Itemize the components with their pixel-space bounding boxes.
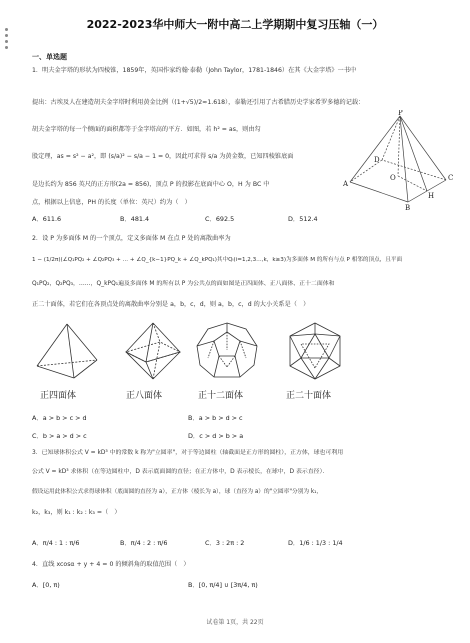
dodecahedron-figure — [194, 322, 260, 380]
q4-line-1: 4．直线 xcosα + y + 4 = 0 的倾斜角的取值范围（ ） — [32, 561, 190, 568]
label-h: H — [428, 192, 435, 200]
q2-line-2: 1 − (1/2π)(∠Q₁PQ₂ + ∠Q₂PQ₃ + … + ∠Q_{k−1}PQ_k + ∠Q_kPQ₁)其中Qᵢ(i=1,2,3…,k，k≥3)为多面体 M 的所有与点 P 相邻的顶点，且平面 — [32, 257, 403, 263]
q3-option-c[interactable]: C．3 : 2π : 2 — [205, 539, 245, 547]
q1-option-b[interactable]: B．481.4 — [120, 215, 150, 223]
slant-ph — [400, 116, 427, 191]
page-footer: 试卷第 1页，共 22页 — [206, 619, 264, 626]
q3-option-a[interactable]: A．π/4 : 1 : π/6 — [32, 539, 80, 547]
q1-option-a[interactable]: A．611.6 — [32, 215, 62, 223]
q1-line-3: 胡夫金字塔的每一个侧面的面积都等于金字塔高的平方．如图，若 h² = as，则由勾 — [32, 126, 261, 133]
figure-label-octahedron: 正八面体 — [126, 391, 163, 401]
label-a: A — [343, 180, 349, 188]
label-o: O — [390, 174, 396, 182]
q3-line-1: 3．已知球体积公式 V = kD³ 中的常数 k 称为"立圆率"，对于等边圆柱（轴截面是正方形的圆柱），正方体，球也可利用 — [32, 450, 344, 456]
q4-option-b[interactable]: B．[0, π/4] ∪ [3π/4, π) — [188, 581, 258, 589]
q1-line-2: 提出：古埃及人在建造胡夫金字塔时利用黄金比例（(1+√5)/2≈1.618），泰勒还引用了古希腊历史学家希罗多德的记载： — [32, 99, 365, 106]
q4-option-a[interactable]: A．[0, π) — [32, 581, 60, 589]
section-heading: 一、单选题 — [32, 53, 67, 61]
q2-option-b[interactable]: B．a > b > d > c — [188, 414, 243, 422]
height-po — [398, 116, 400, 176]
q1-line-4: 股定理，as = s² − a²，即 (s/a)² − s/a − 1 = 0，因此可求得 s/a 为黄金数，已知四棱锥底面 — [32, 153, 294, 160]
edge-pb — [400, 116, 408, 202]
label-p: P — [398, 110, 403, 117]
q2-option-a[interactable]: A．a > b > c > d — [32, 414, 87, 422]
q1-line-5: 是边长约为 856 英尺的正方形(2a = 856)，顶点 P 的投影在底面中心 O，H 为 BC 中 — [32, 181, 270, 188]
q2-option-d[interactable]: D．c > d > b > a — [188, 432, 244, 440]
q1-option-c[interactable]: C．692.5 — [205, 215, 235, 223]
figure-label-dodecahedron: 正十二面体 — [198, 391, 244, 401]
figure-label-tetrahedron: 正四面体 — [40, 391, 77, 401]
q2-option-c[interactable]: C．b > a > d > c — [32, 432, 87, 440]
label-d: D — [374, 156, 380, 164]
q1-line-1: 1．明夫金字塔的形状为四棱锥，1859年，英国作家约翰·泰勒（John Taylor，1781-1846）在其《大金字塔》一书中 — [32, 67, 357, 74]
q3-line-4: k₂，k₃，则 k₁ : k₂ : k₃ =（ ） — [32, 509, 121, 516]
page-title: 2022-2023华中师大一附中高二上学期期中复习压轴（一） — [86, 18, 384, 31]
q1-option-d[interactable]: D．512.4 — [288, 215, 318, 223]
edge-ab — [350, 182, 408, 202]
pyramid-figure — [338, 110, 456, 210]
octahedron-figure — [120, 322, 186, 380]
q2-line-4: 正二十面体，若它们在各顶点处的离散曲率分别是 a，b，c，d，则 a，b，c，d 的大小关系是（ ） — [32, 301, 310, 308]
label-b: B — [405, 204, 411, 210]
tetrahedron-figure — [34, 322, 100, 380]
q3-line-3: 假设运用此体积公式求得球体积（底面圆的直径为 a），正方体（棱长为 a），球（直径为 a）的"立圆率"分别为 k₁， — [32, 489, 323, 495]
q3-option-b[interactable]: B．π/4 : 2 : π/6 — [120, 539, 168, 547]
label-c: C — [448, 174, 454, 182]
q2-line-1: 2．设 P 为多面体 M 的一个顶点，定义多面体 M 在点 P 处的离散曲率为 — [32, 235, 231, 242]
edge-pd — [382, 116, 400, 160]
edge-pc — [400, 116, 446, 180]
figure-label-icosahedron: 正二十面体 — [286, 391, 332, 401]
q1-line-6: 点，根据以上信息，PH 的长度（单位：英尺）约为（ ） — [32, 199, 191, 206]
q3-option-d[interactable]: D．1/6 : 1/3 : 1/4 — [288, 539, 343, 547]
q3-line-2: 公式 V = kD³ 求体积（在等边圆柱中，D 表示底面圆的直径；在正方体中，D 表示棱长，在球中，D 表示直径）． — [32, 469, 329, 475]
icosahedron-figure — [282, 322, 348, 380]
edge-pa — [350, 116, 400, 182]
q2-line-3: Q₁PQ₂，Q₂PQ₃，……，Q_kPQ₁遍及多面体 M 的所有以 P 为公共点的面如图是正四面体、正八面体、正十二面体和 — [32, 281, 335, 287]
